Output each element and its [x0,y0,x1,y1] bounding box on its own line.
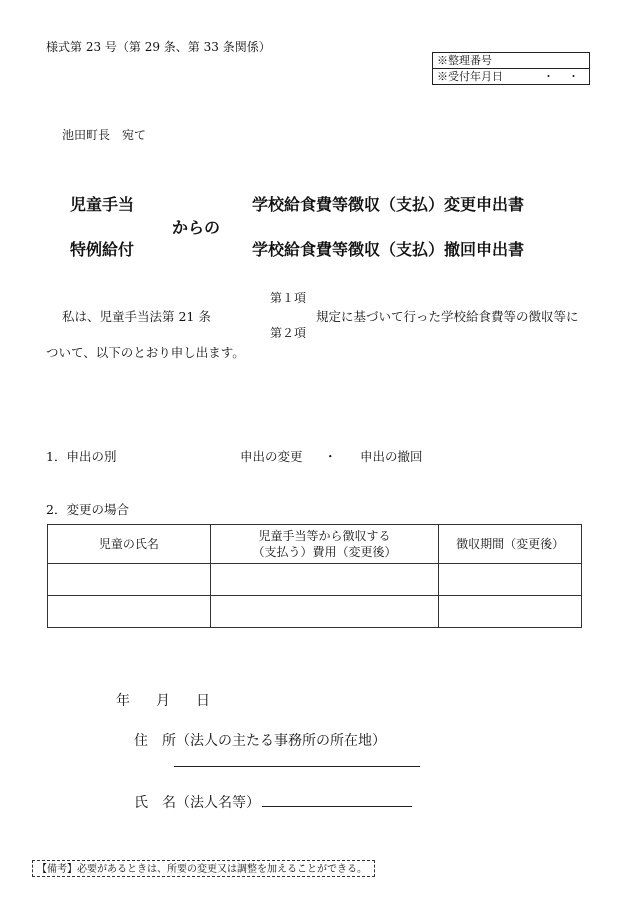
period-cell[interactable] [439,596,582,628]
reference-number-label: ※整理番号 [437,54,492,67]
address-label: 住 所（法人の主たる事務所の所在地） [134,733,386,749]
date-month-label: 月 [156,693,170,709]
table-row [48,596,582,628]
section-2-label: 2．変更の場合 [46,502,129,517]
addressee: 池田町長 宛て [62,128,147,142]
clause-2-option[interactable]: 第２項 [270,326,307,340]
date-day-label: 日 [196,693,210,709]
reference-number-field[interactable] [433,53,589,68]
option-withdraw[interactable]: 申出の撤回 [360,449,423,464]
child-name-cell[interactable] [48,564,211,596]
title-from: からの [172,218,221,237]
date-line[interactable] [116,690,236,710]
period-cell[interactable] [439,564,582,596]
statement-line-2: ついて、以下のとおり申し出ます。 [46,345,245,360]
date-year-label: 年 [116,693,130,709]
child-name-cell[interactable] [48,596,211,628]
office-use-box [432,52,593,85]
title-withdrawal-request: 学校給食費等徴収（支払）撤回申出書 [252,240,525,259]
received-date-label: ※受付年月日 [437,70,503,83]
change-details-table [47,524,582,628]
section-1-label: 1．申出の別 [46,449,117,464]
form-number: 様式第 23 号（第 29 条、第 33 条関係） [46,40,271,54]
cost-cell[interactable] [210,596,439,628]
title-change-request: 学校給食費等徴収（支払）変更申出書 [252,195,525,214]
table-row [48,564,582,596]
name-label: 氏 名（法人名等） [134,795,260,811]
received-date-field[interactable] [433,68,593,84]
title-special-benefit: 特例給付 [70,240,135,259]
clause-1-option[interactable]: 第１項 [270,291,307,305]
statement-suffix: 規定に基づいて行った学校給食費等の徴収等に [316,309,579,324]
column-cost: 児童手当等から徴収する （支払う）費用（変更後） [210,525,439,564]
statement-prefix: 私は、児童手当法第 21 条 [62,309,211,324]
received-date-dots: ・・ [543,70,593,83]
title-child-allowance: 児童手当 [70,195,135,214]
name-entry-line[interactable] [262,806,412,807]
cost-cell[interactable] [210,564,439,596]
column-period: 徴収期間（変更後） [439,525,582,564]
column-child-name: 児童の氏名 [48,525,211,564]
option-change[interactable]: 申出の変更 [240,449,303,464]
table-header-row [48,525,582,564]
address-entry-line[interactable] [174,766,420,767]
option-separator: ・ [324,449,337,464]
remarks-note: 【備考】必要があるときは、所要の変更又は調整を加えることができる。 [32,860,375,877]
